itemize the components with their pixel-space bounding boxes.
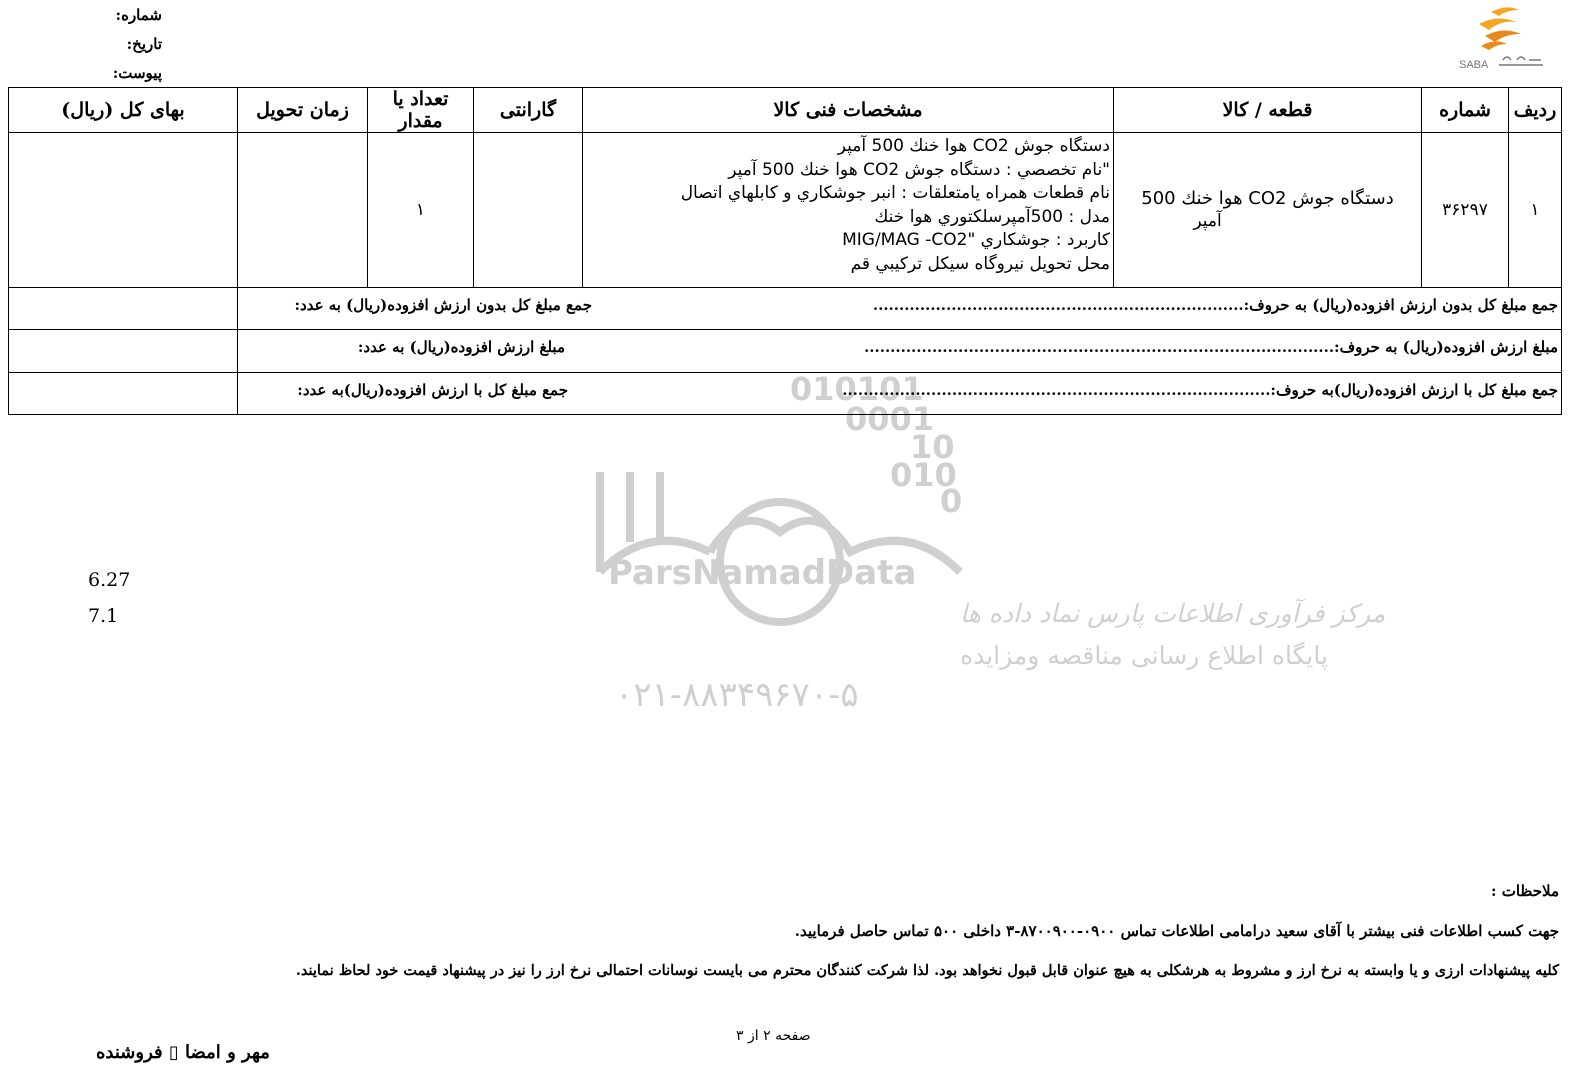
items-table <box>8 87 1562 415</box>
cell-quantity: ۱ <box>368 133 474 288</box>
watermark-digits-3: 10 <box>910 428 955 466</box>
spec-line: دستگاه جوش CO2 هوا خنك 500 آمپر <box>837 136 1110 156</box>
version-1: 6.27 <box>88 569 131 591</box>
part-line1: دستگاه جوش CO2 هوا خنك 500 <box>1141 188 1394 209</box>
table-header-row <box>9 88 1562 133</box>
summary-words: جمع مبلغ کل با ارزش افزوده(ریال)به حروف:.................................................................................. <box>842 381 1558 399</box>
spec-line: مدل : 500آمپرسلكتوري هوا خنك <box>874 206 1110 227</box>
header-total-price: بهای کل (ریال) <box>9 88 238 133</box>
summary-digits: مبلغ ارزش افزوده(ریال) به عدد: <box>357 338 565 356</box>
notes-title: ملاحظات : <box>1490 882 1559 900</box>
logo-text: SABA <box>1459 59 1489 71</box>
watermark-line2: پایگاه اطلاع رسانی مناقصه ومزایده <box>960 641 1328 670</box>
cell-part <box>1114 133 1422 288</box>
page-number: صفحه ۲ از ۳ <box>736 1028 811 1044</box>
watermark-digits-4: 010 <box>890 456 957 494</box>
signature-label: مهر و امضا ▯ فروشنده <box>96 1042 270 1063</box>
watermark-digits-1: 010101 <box>790 370 924 408</box>
summary-value-cell <box>9 373 238 415</box>
header-labels <box>100 6 162 86</box>
header-delivery: زمان تحویل <box>238 88 368 133</box>
watermark-digits-5: 0 <box>940 482 963 520</box>
date-label: تاریخ: <box>126 35 162 53</box>
watermark-line1: مرکز فرآوری اطلاعات پارس نماد داده ها <box>960 599 1386 628</box>
summary-text-cell <box>238 330 1562 373</box>
summary-words: جمع مبلغ کل بدون ارزش افزوده(ریال) به حروف:....................................................................... <box>872 296 1558 314</box>
cell-warranty <box>474 133 583 288</box>
header-specs: مشخصات فنی کالا <box>583 88 1114 133</box>
watermark-digits-2: 0001 <box>845 400 935 438</box>
summary-digits: جمع مبلغ کل بدون ارزش افزوده(ریال) به عدد: <box>294 296 592 314</box>
summary-row <box>9 288 1562 330</box>
notes-line2: کلیه پیشنهادات ارزی و یا وابسته به نرخ ارز و مشروط به هرشکلی به هیچ عنوان قابل قبول نخواهد بود. لذا شرکت کنندگان محترم می بایست نوسانات احتمالی نرخ ارز را نیز در پیشنهاد قیمت خود لحاظ نمایند. <box>295 962 1559 979</box>
version-2: 7.1 <box>88 605 119 627</box>
part-line2: آمپر <box>1193 211 1222 231</box>
header-warranty: گارانتی <box>474 88 583 133</box>
cell-delivery <box>238 133 368 288</box>
watermark-brand: ParsNamadData <box>608 553 917 593</box>
summary-digits: جمع مبلغ کل با ارزش افزوده(ریال)به عدد: <box>297 381 568 399</box>
notes-line1: جهت کسب اطلاعات فنی بیشتر با آقای سعید درامامی اطلاعات تماس ۰۹۰۰-۸۷۰۰۹۰۰-۳ داخلی ۵۰۰ تماس حاصل فرمایید. <box>794 922 1559 940</box>
spec-line: "نام تخصصي : دستگاه جوش CO2 هوا خنك 500 آمپر <box>728 159 1110 180</box>
cell-specs <box>583 133 1114 288</box>
cell-number: ۳۶۲۹۷ <box>1422 133 1509 288</box>
spec-line: محل تحويل نيروگاه سيكل تركيبي قم <box>850 253 1110 274</box>
summary-words: مبلغ ارزش افزوده(ریال) به حروف:.......................................................................................... <box>864 338 1558 356</box>
summary-text-cell <box>238 373 1562 415</box>
number-label: شماره: <box>115 6 162 24</box>
spec-line: نام قطعات همراه يامتعلقات : انبر جوشكاري و كابلهاي اتصال <box>680 183 1110 203</box>
header-number: شماره <box>1422 88 1509 133</box>
summary-row <box>9 373 1562 415</box>
header-row-number: ردیف <box>1509 88 1562 133</box>
table-row <box>9 133 1562 288</box>
company-logo <box>1455 2 1547 76</box>
spec-line: كاربرد : جوشكاري "MIG/MAG -CO2 <box>842 230 1110 250</box>
watermark-phone: ۰۲۱-۸۸۳۴۹۶۷۰-۵ <box>615 675 859 715</box>
summary-value-cell <box>9 330 238 373</box>
summary-value-cell <box>9 288 238 330</box>
attachment-label: پیوست: <box>112 64 162 82</box>
summary-row <box>9 330 1562 373</box>
cell-row-number: ۱ <box>1509 133 1562 288</box>
header-quantity: تعداد یا مقدار <box>368 88 474 133</box>
cell-total-price <box>9 133 238 288</box>
summary-text-cell <box>238 288 1562 330</box>
header-part: قطعه / کالا <box>1114 88 1422 133</box>
